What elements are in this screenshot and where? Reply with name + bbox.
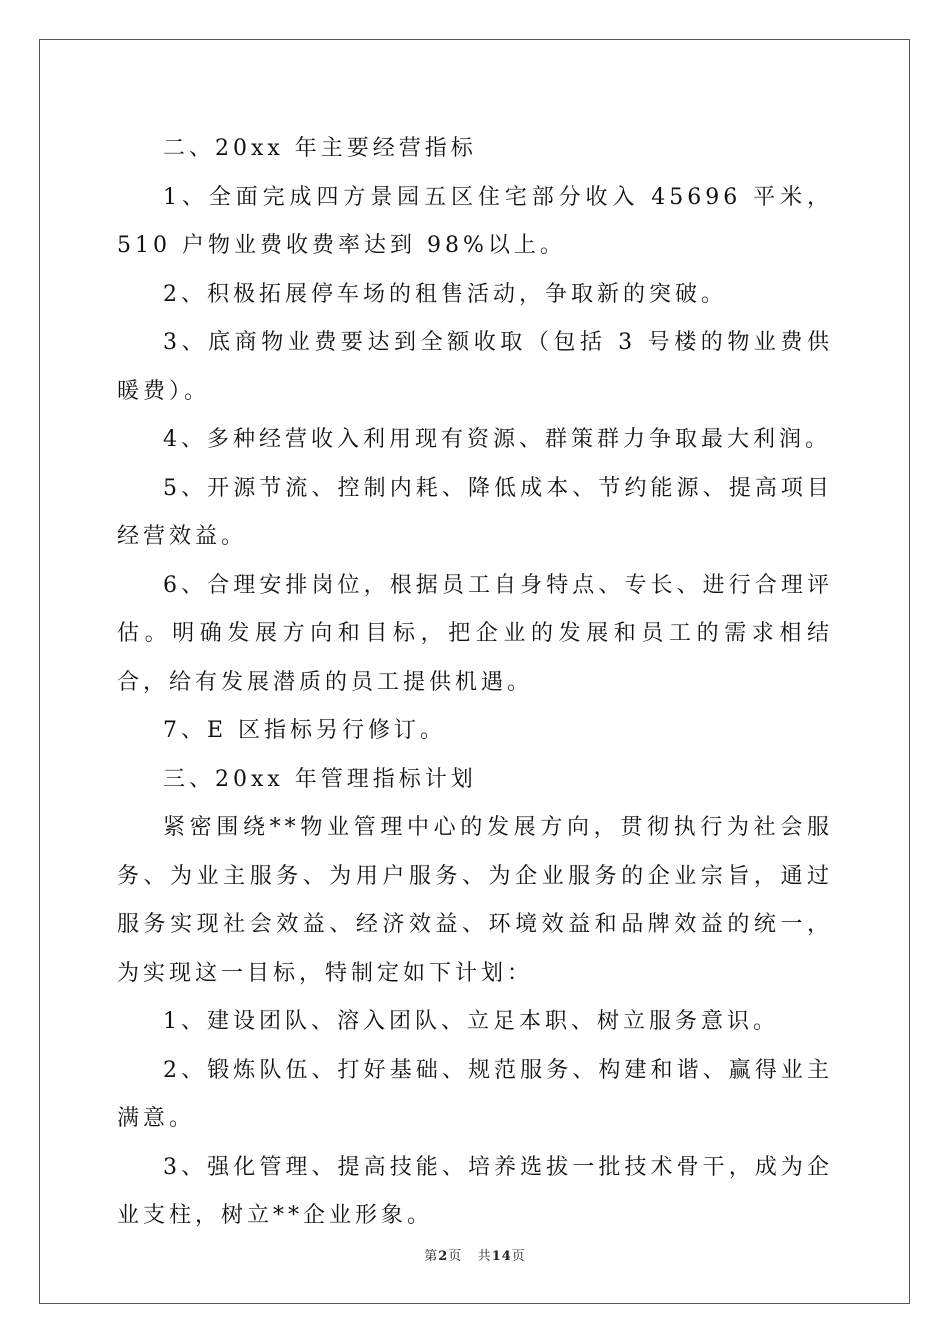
paragraph: 5、开源节流、控制内耗、降低成本、节约能源、提高项目经营效益。: [117, 475, 833, 549]
total-suffix: 页: [511, 1249, 526, 1264]
paragraph: 1、建设团队、溶入团队、立足本职、树立服务意识。: [163, 1009, 779, 1034]
paragraph: 紧密围绕**物业管理中心的发展方向，贯彻执行为社会服务、为业主服务、为用户服务、为企业服务的企业宗旨，通过服务实现社会效益、经济效益、环境效益和品牌效益的统一，为实现这一目标，特制定如下计划：: [117, 815, 833, 986]
page-current: 2: [438, 1249, 449, 1264]
paragraph: 3、底商物业费要达到全额收取（包括 3 号楼的物业费供暖费）。: [117, 330, 833, 404]
document-body: [117, 125, 833, 1241]
page-suffix: 页: [448, 1249, 463, 1264]
page-footer: [0, 1245, 950, 1264]
paragraph: 4、多种经营收入利用现有资源、群策群力争取最大利润。: [163, 427, 831, 452]
paragraph: 7、E 区指标另行修订。: [163, 718, 447, 743]
section-heading-business-targets: 二、20xx 年主要经营指标: [163, 136, 477, 161]
paragraph: 2、积极拓展停车场的租售活动，争取新的突破。: [163, 281, 727, 307]
paragraph: 3、强化管理、提高技能、培养选拔一批技术骨干，成为企业支柱，树立**企业形象。: [117, 1154, 833, 1228]
section-heading-management-plan: 三、20xx 年管理指标计划: [163, 766, 477, 792]
paragraph: 6、合理安排岗位，根据员工自身特点、专长、进行合理评估。明确发展方向和目标，把企业的发展和员工的需求相结合，给有发展潜质的员工提供机遇。: [117, 572, 833, 695]
paragraph: 1、全面完成四方景园五区住宅部分收入 45696 平米，510 户物业费收费率达到 98%以上。: [117, 184, 833, 258]
page-prefix: 第: [424, 1249, 439, 1264]
total-prefix: 共: [477, 1249, 492, 1264]
paragraph: 2、锻炼队伍、打好基础、规范服务、构建和谐、赢得业主满意。: [117, 1057, 833, 1131]
page-total: 14: [491, 1249, 512, 1264]
